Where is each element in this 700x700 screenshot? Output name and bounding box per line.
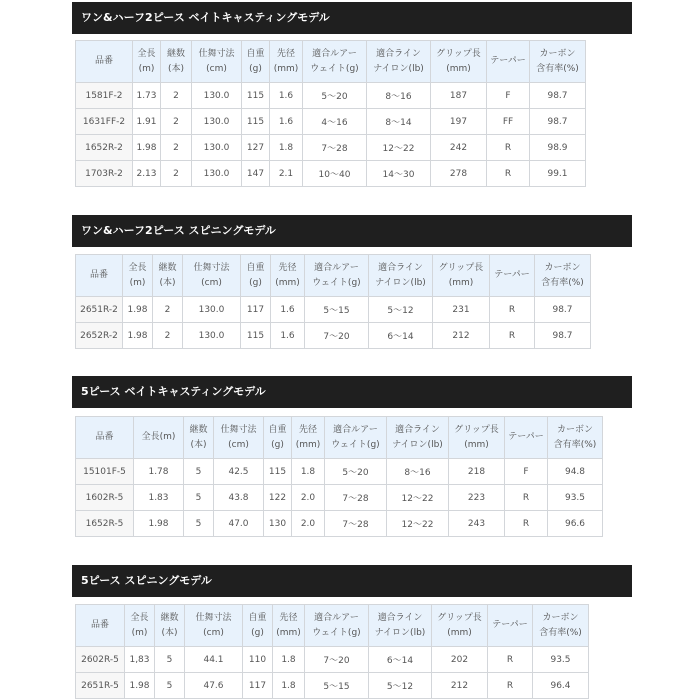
column-header-line: 適合ルアー bbox=[314, 612, 359, 623]
table-cell: 1.8 bbox=[270, 135, 303, 161]
table-cell: 130.0 bbox=[192, 83, 242, 109]
column-header-line: 含有率(%) bbox=[536, 63, 579, 74]
table-cell: 1.98 bbox=[123, 323, 153, 349]
table-cell: 115 bbox=[242, 83, 270, 109]
table-row bbox=[76, 135, 586, 161]
table-cell: F bbox=[505, 459, 548, 485]
table-cell: 2 bbox=[161, 109, 192, 135]
column-header bbox=[134, 417, 184, 459]
column-header-line: 適合ルアー bbox=[312, 48, 357, 59]
table-cell: 2.0 bbox=[292, 485, 325, 511]
column-header-line: 自重 bbox=[246, 48, 265, 59]
column-header bbox=[153, 255, 183, 297]
column-header-line: 含有率(%) bbox=[539, 627, 582, 638]
table-cell: R bbox=[487, 135, 530, 161]
column-header bbox=[449, 417, 505, 459]
column-header bbox=[305, 255, 369, 297]
column-header bbox=[183, 255, 241, 297]
column-header-line: カーボン bbox=[539, 48, 576, 59]
table-row bbox=[76, 83, 586, 109]
column-header-line: 品番 bbox=[95, 432, 114, 442]
header-row bbox=[76, 417, 603, 459]
column-header bbox=[184, 417, 214, 459]
column-header-line: ナイロン(lb) bbox=[375, 277, 426, 288]
column-header-line: 仕舞寸法 bbox=[195, 612, 232, 623]
table-cell: 202 bbox=[432, 647, 488, 673]
table-cell: 197 bbox=[431, 109, 487, 135]
column-header-line: カーボン bbox=[556, 424, 593, 435]
table-cell: 130.0 bbox=[192, 109, 242, 135]
column-header-line: 仕舞寸法 bbox=[198, 48, 235, 59]
column-header bbox=[387, 417, 449, 459]
column-header-line: (mm) bbox=[276, 627, 301, 638]
column-header-line: 適合ライン bbox=[395, 424, 440, 435]
table-cell: 115 bbox=[264, 459, 292, 485]
column-header-line: (g) bbox=[251, 627, 264, 638]
column-header bbox=[505, 417, 548, 459]
table-cell: 212 bbox=[432, 673, 488, 699]
column-header bbox=[367, 41, 431, 83]
column-header bbox=[548, 417, 603, 459]
column-header-line: (m) bbox=[129, 277, 146, 288]
table-row bbox=[76, 109, 586, 135]
table-cell: 47.6 bbox=[185, 673, 243, 699]
table-cell: 115 bbox=[242, 109, 270, 135]
table-cell: R bbox=[488, 673, 533, 699]
column-header-line: (mm) bbox=[275, 277, 300, 288]
column-header-line: 適合ライン bbox=[378, 262, 423, 273]
table-cell: 278 bbox=[431, 161, 487, 187]
table-cell: 1.78 bbox=[134, 459, 184, 485]
table-cell: 98.7 bbox=[535, 297, 591, 323]
column-header-line: グリップ長 bbox=[438, 262, 484, 273]
column-header-line: 含有率(%) bbox=[553, 439, 597, 450]
table-cell: 5 bbox=[184, 511, 214, 537]
table-cell: 243 bbox=[449, 511, 505, 537]
table-cell: 1.8 bbox=[273, 673, 305, 699]
header-row bbox=[76, 255, 591, 297]
table-cell: 12～22 bbox=[387, 511, 449, 537]
table-cell: 5 bbox=[184, 459, 214, 485]
column-header bbox=[271, 255, 305, 297]
table-cell: 98.7 bbox=[535, 323, 591, 349]
column-header-line: (mm) bbox=[464, 439, 489, 450]
column-header-line: テーパー bbox=[494, 270, 530, 280]
table-cell: 6～14 bbox=[369, 647, 432, 673]
column-header bbox=[125, 605, 155, 647]
column-header-line: グリップ長 bbox=[437, 612, 482, 623]
model-number-cell: 2651R-5 bbox=[76, 673, 125, 699]
column-header bbox=[292, 417, 325, 459]
table-cell: 8～16 bbox=[387, 459, 449, 485]
model-number-cell: 1652R-5 bbox=[76, 511, 134, 537]
table-cell: 2 bbox=[153, 323, 183, 349]
table-row bbox=[76, 485, 603, 511]
section-baitcasting-1and-half bbox=[72, 2, 632, 34]
column-header bbox=[241, 255, 271, 297]
table-cell: 10～40 bbox=[303, 161, 367, 187]
model-number-cell: 2651R-2 bbox=[76, 297, 123, 323]
column-header-line: (本) bbox=[159, 277, 176, 288]
table-cell: 93.5 bbox=[548, 485, 603, 511]
column-header-line: (本) bbox=[167, 63, 185, 74]
model-number-cell: 2602R-5 bbox=[76, 647, 125, 673]
column-header-line: (mm) bbox=[446, 63, 471, 74]
table-row bbox=[76, 673, 589, 699]
column-header bbox=[303, 41, 367, 83]
column-header bbox=[123, 255, 153, 297]
table-cell: 7～20 bbox=[305, 647, 369, 673]
table-cell: 94.8 bbox=[548, 459, 603, 485]
table-cell: 187 bbox=[431, 83, 487, 109]
table-cell: 1.73 bbox=[133, 83, 161, 109]
column-header bbox=[369, 605, 432, 647]
table-cell: 130.0 bbox=[192, 135, 242, 161]
column-header-line: ナイロン(lb) bbox=[392, 439, 443, 450]
table-cell: 212 bbox=[433, 323, 490, 349]
table-cell: 44.1 bbox=[185, 647, 243, 673]
table-cell: 130.0 bbox=[192, 161, 242, 187]
column-header bbox=[243, 605, 273, 647]
column-header-line: (cm) bbox=[201, 277, 222, 288]
column-header bbox=[432, 605, 488, 647]
table-cell: 1.98 bbox=[125, 673, 155, 699]
column-header bbox=[270, 41, 303, 83]
model-number-cell: 2652R-2 bbox=[76, 323, 123, 349]
column-header bbox=[369, 255, 433, 297]
column-header-line: (cm) bbox=[203, 627, 224, 638]
table-cell: 98.7 bbox=[530, 83, 586, 109]
table-cell: F bbox=[487, 83, 530, 109]
section-title: ワン&ハーフ2ピース スピニングモデル bbox=[72, 215, 632, 247]
table-cell: 5～15 bbox=[305, 673, 369, 699]
column-header-line: 先径 bbox=[279, 612, 298, 623]
table-cell: 12～22 bbox=[367, 135, 431, 161]
column-header bbox=[185, 605, 243, 647]
column-header-line: 適合ライン bbox=[377, 612, 423, 623]
table-cell: 2 bbox=[161, 83, 192, 109]
table-cell: 117 bbox=[241, 297, 271, 323]
spec-table-5piece-spin bbox=[75, 604, 589, 699]
table-cell: 127 bbox=[242, 135, 270, 161]
model-number-cell: 1703R-2 bbox=[76, 161, 133, 187]
table-cell: 1.98 bbox=[123, 297, 153, 323]
table-cell: 122 bbox=[264, 485, 292, 511]
table-row bbox=[76, 511, 603, 537]
table-cell: 110 bbox=[243, 647, 273, 673]
column-header-line: 仕舞寸法 bbox=[220, 424, 257, 435]
table-cell: 218 bbox=[449, 459, 505, 485]
table-cell: 6～14 bbox=[369, 323, 433, 349]
column-header-line: (g) bbox=[271, 439, 284, 450]
column-header-line: 自重 bbox=[268, 424, 287, 435]
table-cell: 14～30 bbox=[367, 161, 431, 187]
column-header-line: グリップ長 bbox=[454, 424, 499, 435]
spec-table-1and-half-spin bbox=[75, 254, 591, 349]
column-header-line: 全長(m) bbox=[141, 432, 176, 442]
column-header-line: ナイロン(lb) bbox=[374, 627, 426, 638]
table-cell: R bbox=[488, 647, 533, 673]
table-cell: 98.7 bbox=[530, 109, 586, 135]
table-cell: R bbox=[505, 485, 548, 511]
column-header bbox=[76, 417, 134, 459]
column-header-line: (本) bbox=[161, 627, 178, 638]
column-header-line: 先径 bbox=[298, 424, 317, 435]
column-header bbox=[490, 255, 535, 297]
table-cell: 5 bbox=[184, 485, 214, 511]
column-header bbox=[242, 41, 270, 83]
table-cell: 5 bbox=[155, 673, 185, 699]
table-cell: 223 bbox=[449, 485, 505, 511]
column-header bbox=[487, 41, 530, 83]
column-header-line: 全長 bbox=[130, 612, 149, 623]
table-cell: 1.6 bbox=[270, 83, 303, 109]
model-number-cell: 1652R-2 bbox=[76, 135, 133, 161]
table-cell: 2.0 bbox=[292, 511, 325, 537]
table-cell: 2.1 bbox=[270, 161, 303, 187]
column-header-line: (本) bbox=[190, 439, 207, 450]
column-header-line: (cm) bbox=[228, 439, 249, 450]
table-cell: 242 bbox=[431, 135, 487, 161]
spec-table-1and-half-bait bbox=[75, 40, 586, 187]
column-header-line: 適合ルアー bbox=[333, 424, 378, 435]
table-cell: 117 bbox=[243, 673, 273, 699]
column-header-line: ウェイト(g) bbox=[310, 63, 359, 74]
column-header bbox=[325, 417, 387, 459]
column-header-line: 継数 bbox=[166, 48, 185, 59]
table-cell: 7～28 bbox=[325, 511, 387, 537]
column-header-line: (mm) bbox=[295, 439, 321, 450]
table-cell: 1,83 bbox=[125, 647, 155, 673]
table-cell: 12～22 bbox=[387, 485, 449, 511]
table-cell: 47.0 bbox=[214, 511, 264, 537]
column-header-line: (g) bbox=[249, 63, 262, 74]
column-header-line: ウェイト(g) bbox=[312, 627, 361, 638]
table-cell: R bbox=[490, 297, 535, 323]
section-spinning-1and-half bbox=[72, 215, 632, 247]
table-row bbox=[76, 459, 603, 485]
table-cell: 1.6 bbox=[271, 323, 305, 349]
table-cell: 7～28 bbox=[325, 485, 387, 511]
column-header bbox=[535, 255, 591, 297]
column-header-line: カーボン bbox=[544, 262, 581, 273]
section-title: 5ピース スピニングモデル bbox=[72, 565, 632, 597]
table-cell: 8～14 bbox=[367, 109, 431, 135]
table-cell: 2 bbox=[153, 297, 183, 323]
column-header-line: 品番 bbox=[94, 56, 113, 66]
table-cell: 96.6 bbox=[548, 511, 603, 537]
column-header bbox=[133, 41, 161, 83]
table-cell: 1.91 bbox=[133, 109, 161, 135]
table-cell: 1.98 bbox=[134, 511, 184, 537]
section-baitcasting-5piece bbox=[72, 376, 632, 408]
column-header-line: (m) bbox=[138, 63, 155, 74]
column-header-line: 品番 bbox=[89, 270, 108, 280]
column-header-line: 継数 bbox=[158, 262, 177, 273]
table-cell: 7～20 bbox=[305, 323, 369, 349]
table-cell: 1.8 bbox=[273, 647, 305, 673]
table-cell: 5～20 bbox=[325, 459, 387, 485]
table-cell: R bbox=[487, 161, 530, 187]
table-cell: 2.13 bbox=[133, 161, 161, 187]
table-row bbox=[76, 297, 591, 323]
column-header-line: 仕舞寸法 bbox=[193, 262, 230, 273]
column-header bbox=[488, 605, 533, 647]
table-cell: 98.9 bbox=[530, 135, 586, 161]
column-header-line: ウェイト(g) bbox=[331, 439, 380, 450]
column-header bbox=[305, 605, 369, 647]
column-header-line: 品番 bbox=[90, 620, 109, 630]
table-row bbox=[76, 647, 589, 673]
column-header-line: (m) bbox=[131, 627, 148, 638]
column-header bbox=[264, 417, 292, 459]
table-cell: 7～28 bbox=[303, 135, 367, 161]
model-number-cell: 15101F-5 bbox=[76, 459, 134, 485]
table-cell: 1.98 bbox=[133, 135, 161, 161]
column-header-line: 適合ルアー bbox=[314, 262, 359, 273]
column-header bbox=[161, 41, 192, 83]
table-cell: 43.8 bbox=[214, 485, 264, 511]
table-cell: 2 bbox=[161, 135, 192, 161]
column-header bbox=[76, 41, 133, 83]
model-number-cell: 1631FF-2 bbox=[76, 109, 133, 135]
column-header-line: 継数 bbox=[189, 424, 208, 435]
table-cell: 93.5 bbox=[533, 647, 589, 673]
section-title: 5ピース ベイトキャスティングモデル bbox=[72, 376, 632, 408]
table-row bbox=[76, 323, 591, 349]
table-cell: 130.0 bbox=[183, 323, 241, 349]
header-row bbox=[76, 41, 586, 83]
spec-table-5piece-bait bbox=[75, 416, 603, 537]
table-cell: 130 bbox=[264, 511, 292, 537]
column-header-line: ナイロン(lb) bbox=[373, 63, 424, 74]
column-header-line: 適合ライン bbox=[376, 48, 421, 59]
column-header-line: テーパー bbox=[508, 432, 544, 442]
table-cell: R bbox=[490, 323, 535, 349]
column-header-line: 含有率(%) bbox=[541, 277, 584, 288]
table-cell: 2 bbox=[161, 161, 192, 187]
table-cell: 5～12 bbox=[369, 673, 432, 699]
column-header-line: 全長 bbox=[128, 262, 147, 273]
column-header bbox=[76, 605, 125, 647]
table-cell: 147 bbox=[242, 161, 270, 187]
column-header-line: 先径 bbox=[278, 262, 297, 273]
column-header-line: (mm) bbox=[273, 63, 299, 74]
header-row bbox=[76, 605, 589, 647]
table-cell: 130.0 bbox=[183, 297, 241, 323]
column-header-line: 自重 bbox=[246, 262, 265, 273]
column-header-line: 継数 bbox=[160, 612, 179, 623]
section-spinning-5piece bbox=[72, 565, 632, 597]
column-header-line: テーパー bbox=[490, 56, 526, 66]
column-header bbox=[76, 255, 123, 297]
table-cell: 5～15 bbox=[305, 297, 369, 323]
column-header-line: (cm) bbox=[206, 63, 227, 74]
table-cell: 5 bbox=[155, 647, 185, 673]
column-header bbox=[530, 41, 586, 83]
column-header-line: (g) bbox=[249, 277, 262, 288]
table-cell: 99.1 bbox=[530, 161, 586, 187]
section-title: ワン&ハーフ2ピース ベイトキャスティングモデル bbox=[72, 2, 632, 34]
table-cell: 42.5 bbox=[214, 459, 264, 485]
table-cell: 231 bbox=[433, 297, 490, 323]
table-cell: FF bbox=[487, 109, 530, 135]
column-header-line: (mm) bbox=[448, 277, 474, 288]
column-header-line: 全長 bbox=[137, 48, 156, 59]
table-cell: 5～20 bbox=[303, 83, 367, 109]
column-header-line: (mm) bbox=[447, 627, 472, 638]
column-header bbox=[433, 255, 490, 297]
column-header bbox=[192, 41, 242, 83]
table-cell: 8～16 bbox=[367, 83, 431, 109]
column-header bbox=[273, 605, 305, 647]
column-header-line: カーボン bbox=[542, 612, 579, 623]
table-cell: 115 bbox=[241, 323, 271, 349]
table-row bbox=[76, 161, 586, 187]
column-header-line: テーパー bbox=[492, 620, 528, 630]
table-cell: 4～16 bbox=[303, 109, 367, 135]
column-header bbox=[431, 41, 487, 83]
column-header bbox=[155, 605, 185, 647]
column-header-line: 先径 bbox=[276, 48, 295, 59]
model-number-cell: 1602R-5 bbox=[76, 485, 134, 511]
column-header-line: 自重 bbox=[248, 612, 267, 623]
table-cell: R bbox=[505, 511, 548, 537]
table-cell: 1.8 bbox=[292, 459, 325, 485]
column-header-line: グリップ長 bbox=[436, 48, 481, 59]
table-cell: 1.6 bbox=[270, 109, 303, 135]
column-header bbox=[214, 417, 264, 459]
table-cell: 1.83 bbox=[134, 485, 184, 511]
table-cell: 1.6 bbox=[271, 297, 305, 323]
column-header-line: ウェイト(g) bbox=[312, 277, 361, 288]
model-number-cell: 1581F-2 bbox=[76, 83, 133, 109]
table-cell: 96.4 bbox=[533, 673, 589, 699]
column-header bbox=[533, 605, 589, 647]
table-cell: 5～12 bbox=[369, 297, 433, 323]
